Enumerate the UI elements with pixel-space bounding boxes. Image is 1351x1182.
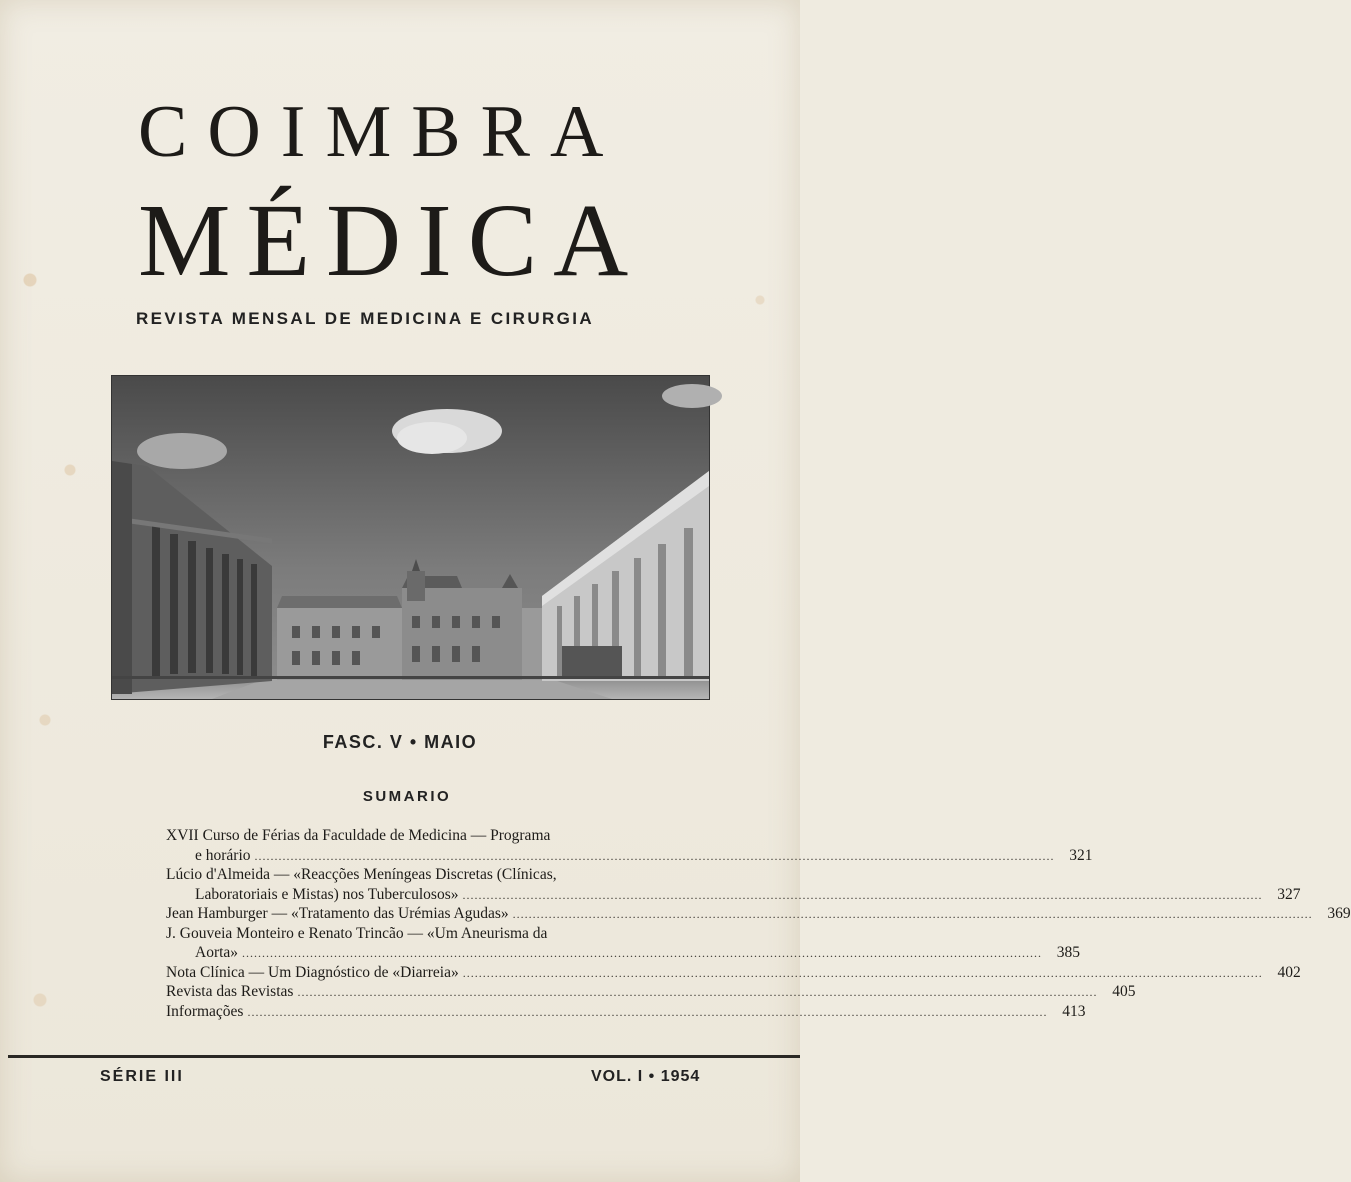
toc-entry-text: Revista das Revistas (166, 983, 294, 1000)
toc-leader-dots: ........................................................................................................................................................................................................ (512, 907, 1313, 921)
cover-photograph (111, 375, 710, 700)
toc-page-number: 413 (1062, 1002, 1086, 1020)
toc-page-number: 327 (1277, 885, 1301, 903)
issue-fascicle: FASC. V • MAIO (322, 732, 478, 752)
toc-leader-dots: ........................................................................................................................................................................................................ (462, 887, 1263, 902)
toc-page-number: 385 (1056, 944, 1081, 961)
toc-entry (166, 885, 1301, 905)
toc-leader-dots: ........................................................................................................................................................................................................ (242, 946, 1043, 960)
table-of-contents (166, 826, 1351, 1021)
toc-entry (166, 982, 1136, 1002)
masthead-subtitle: REVISTA MENSAL DE MEDICINA E CIRURGIA (136, 309, 595, 328)
toc-entry (166, 1002, 1086, 1022)
toc-entry-text: Informações (166, 1002, 244, 1020)
toc-entry (166, 865, 618, 885)
toc-page-number: 369 (1327, 905, 1351, 922)
toc-entry-text: XVII Curso de Férias da Faculdade de Medicina — Programa (166, 827, 551, 844)
footer-rule (8, 1055, 800, 1058)
toc-leader-dots: ........................................................................................................................................................................................................ (297, 985, 1098, 999)
contents-heading: SUMARIO (362, 788, 452, 805)
series-label: SÉRIE III (100, 1068, 184, 1085)
masthead-title-line2: MÉDICA (138, 183, 645, 298)
toc-entry-text: e horário (195, 846, 251, 864)
masthead-title-line1: COIMBRA (138, 91, 624, 173)
toc-entry (166, 904, 1351, 924)
volume-year: VOL. I • 1954 (591, 1068, 701, 1085)
toc-entry-text: Aorta» (195, 944, 239, 961)
toc-leader-dots: ........................................................................................................................................................................................................ (462, 965, 1263, 980)
toc-leader-dots: ........................................................................................................................................................................................................ (247, 1004, 1048, 1019)
toc-entry-text: J. Gouveia Monteiro e Renato Trincão — «Um Aneurisma da (166, 924, 548, 942)
toc-entry-text: Jean Hamburger — «Tratamento das Urémias Agudas» (166, 905, 509, 922)
toc-entry-text: Lúcio d'Almeida — «Reacções Meníngeas Discretas (Clínicas, (166, 866, 557, 883)
toc-entry (166, 963, 1301, 983)
toc-leader-dots: ........................................................................................................................................................................................................ (254, 848, 1055, 863)
toc-page-number: 321 (1069, 846, 1093, 864)
toc-entry-text: Nota Clínica — Um Diagnóstico de «Diarreia» (166, 963, 459, 981)
toc-entry (166, 846, 1093, 866)
toc-page-number: 402 (1277, 963, 1301, 981)
toc-entry (166, 924, 618, 944)
toc-entry-text: Laboratoriais e Mistas) nos Tuberculosos» (195, 885, 459, 903)
toc-entry (166, 826, 618, 846)
toc-entry (166, 943, 1081, 963)
university-buildings-photo (112, 376, 709, 699)
toc-page-number: 405 (1112, 983, 1136, 1000)
